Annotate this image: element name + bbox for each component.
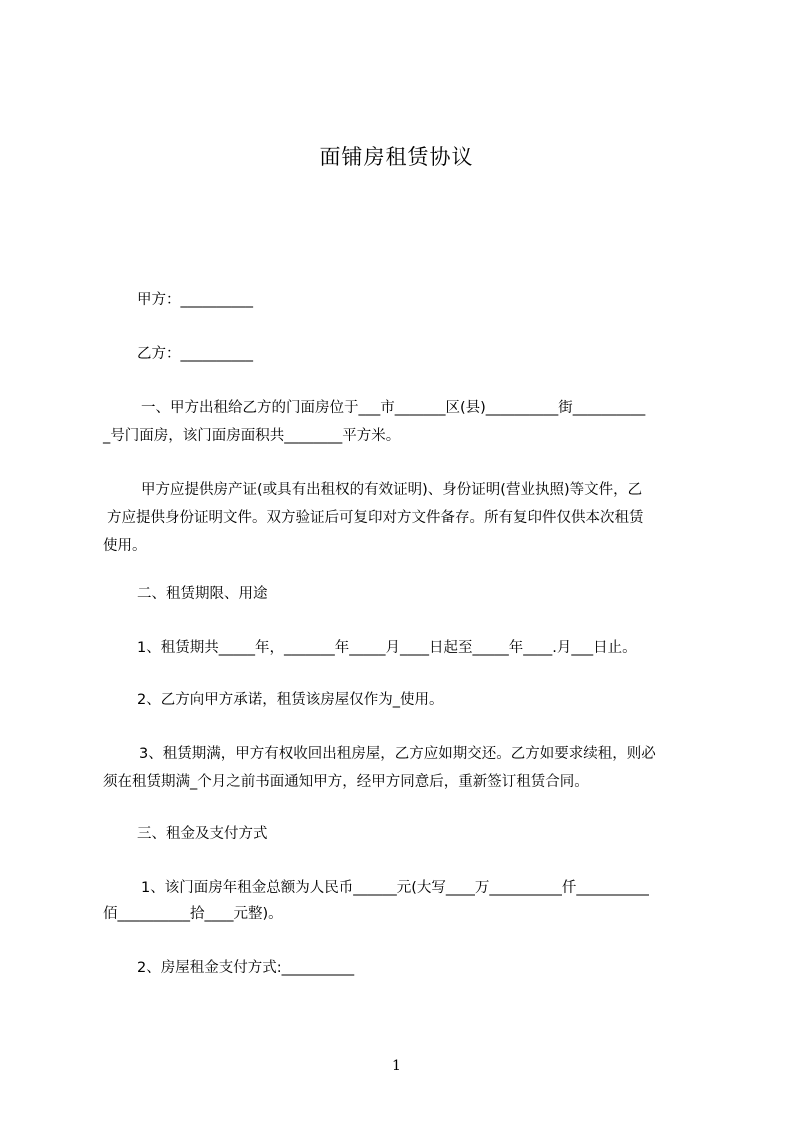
- page-number: 1: [392, 1058, 401, 1074]
- documents-clause-line-1: 甲方应提供房产证(或具有出租权的有效证明)、身份证明(营业执照)等文件，乙: [141, 482, 643, 498]
- section-2-item-3-line-2: 须在租赁期满_个月之前书面通知甲方，经甲方同意后，重新签订租赁合同。: [103, 774, 589, 790]
- section-3-item-1-line-1: 1、该门面房年租金总额为人民币______元(大写____万__________仟__________: [141, 880, 649, 896]
- section-3-item-2: 2、房屋租金支付方式:__________: [137, 960, 355, 976]
- section-3-heading: 三、租金及支付方式: [137, 826, 268, 842]
- section-2-item-1: 1、租赁期共_____年，_______年_____月____日起至_____年____.月___日止。: [137, 640, 637, 656]
- section-1-line-2: _号门面房，该门面房面积共________平方米。: [103, 428, 401, 444]
- section-2-heading: 二、租赁期限、用途: [137, 586, 268, 602]
- party-b-line: 乙方：__________: [137, 346, 253, 362]
- section-1-line-1: 一、甲方出租给乙方的门面房位于___市_______区(县)__________街__________: [141, 400, 646, 416]
- documents-clause-line-2: 方应提供身份证明文件。双方验证后可复印对方文件备存。所有复印件仅供本次租赁: [107, 510, 644, 526]
- documents-clause-line-3: 使用。: [103, 538, 147, 554]
- party-a-line: 甲方：__________: [137, 292, 253, 308]
- section-2-item-2: 2、乙方向甲方承诺，租赁该房屋仅作为_使用。: [137, 692, 444, 708]
- section-2-item-3-line-1: 3、租赁期满，甲方有权收回出租房屋，乙方应如期交还。乙方如要求续租，则必: [139, 746, 656, 762]
- document-title: 面铺房租赁协议: [319, 145, 474, 169]
- section-3-item-1-line-2: 佰__________拾____元整)。: [103, 906, 283, 922]
